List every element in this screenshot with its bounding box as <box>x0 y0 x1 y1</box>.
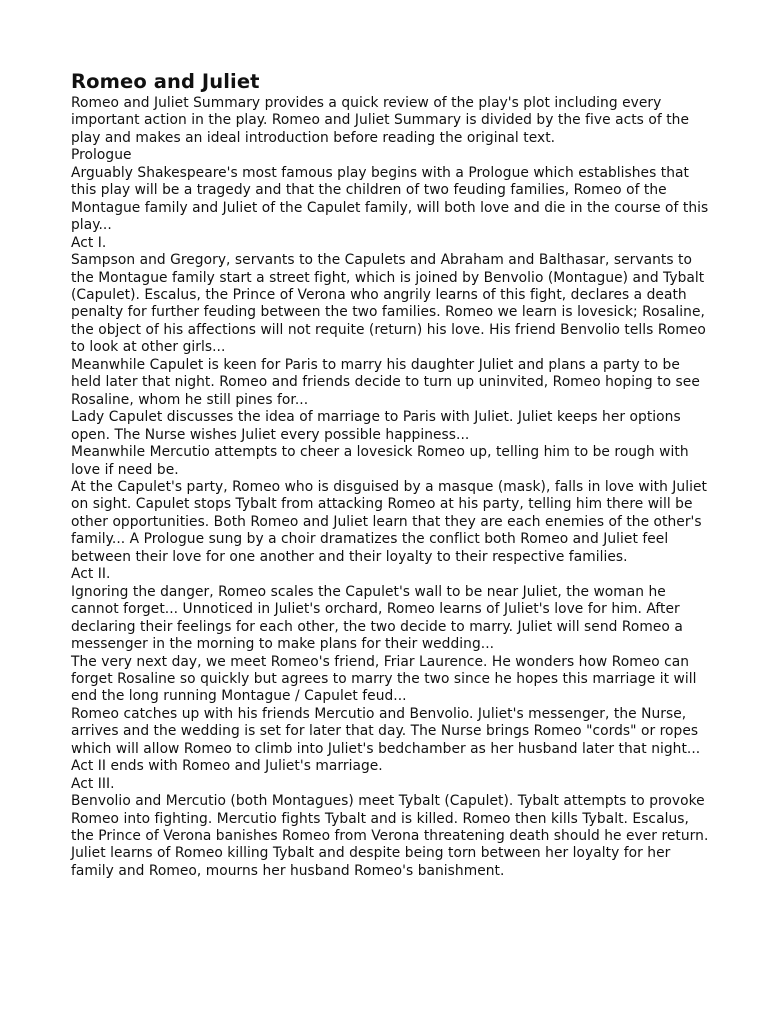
act-1-paragraph: Meanwhile Mercutio attempts to cheer a lovesick Romeo up, telling him to be rough with love if need be. <box>71 444 689 478</box>
act-2-paragraph: Romeo catches up with his friends Mercutio and Benvolio. Juliet's messenger, the Nurse, arrives and the wedding is set for later that day. The Nurse brings Romeo "cords" or ropes which will allow Romeo to climb into Juliet's bedchamber as her husband later that night... Act II ends with Romeo and Juliet's marriage. <box>71 705 701 775</box>
intro-paragraph: Romeo and Juliet Summary provides a quick review of the play's plot including every important action in the play. Romeo and Juliet Summary is divided by the five acts of the play and makes an ideal introduction before reading the original text. <box>71 95 689 146</box>
section-heading-act-1: Act I. <box>71 234 107 251</box>
section-heading-prologue: Prologue <box>71 147 132 164</box>
prologue-paragraph: Arguably Shakespeare's most famous play begins with a Prologue which establishes that this play will be a tragedy and that the children of two feuding families, Romeo of the Montague family and Juliet of the Capulet family, will both love and die in the course of this play... <box>71 164 709 234</box>
document-title: Romeo and Juliet <box>71 70 260 93</box>
act-1-paragraph: Meanwhile Capulet is keen for Paris to marry his daughter Juliet and plans a party to be held later that night. Romeo and friends decide to turn up uninvited, Romeo hoping to see Rosaline, whom he still pines for... <box>71 356 700 408</box>
act-2-paragraph: Ignoring the danger, Romeo scales the Capulet's wall to be near Juliet, the woman he cannot forget... Unnoticed in Juliet's orchard, Romeo learns of Juliet's love for him. After declaring their feelings for each other, the two decide to marry. Juliet will send Romeo a messenger in the morning to make plans for their wedding... <box>71 583 683 653</box>
section-heading-act-2: Act II. <box>71 566 111 583</box>
act-1-paragraph: Sampson and Gregory, servants to the Capulets and Abraham and Balthasar, servants to the Montague family start a street fight, which is joined by Benvolio (Montague) and Tybalt (Capulet). Escalus, the Prince of Verona who angrily learns of this fight, declares a death penalty for further feuding between the two families. Romeo we learn is lovesick; Rosaline, the object of his affections will not requite (return) his love. His friend Benvolio tells Romeo to look at other girls... <box>71 252 706 356</box>
section-heading-act-3: Act III. <box>71 775 115 792</box>
act-2-paragraph: The very next day, we meet Romeo's friend, Friar Laurence. He wonders how Romeo can forget Rosaline so quickly but agrees to marry the two since he hopes this marriage it will end the long running Montague / Capulet feud... <box>71 653 697 705</box>
act-1-paragraph: At the Capulet's party, Romeo who is disguised by a masque (mask), falls in love with Juliet on sight. Capulet stops Tybalt from attacking Romeo at his party, telling him there will be other opportunities. Both Romeo and Juliet learn that they are each enemies of the other's family... A Prologue sung by a choir dramatizes the conflict both Romeo and Juliet feel between their love for one another and their loyalty to their respective families. <box>71 478 707 565</box>
act-3-paragraph: Benvolio and Mercutio (both Montagues) meet Tybalt (Capulet). Tybalt attempts to provoke Romeo into fighting. Mercutio fights Tybalt and is killed. Romeo then kills Tybalt. Escalus, the Prince of Verona banishes Romeo from Verona threatening death should he ever return. Juliet learns of Romeo killing Tybalt and despite being torn between her loyalty for her family and Romeo, mourns her husband Romeo's banishment. <box>71 793 709 879</box>
document-page <box>71 70 711 880</box>
act-1-paragraph: Lady Capulet discusses the idea of marriage to Paris with Juliet. Juliet keeps her options open. The Nurse wishes Juliet every possible happiness... <box>71 409 681 443</box>
